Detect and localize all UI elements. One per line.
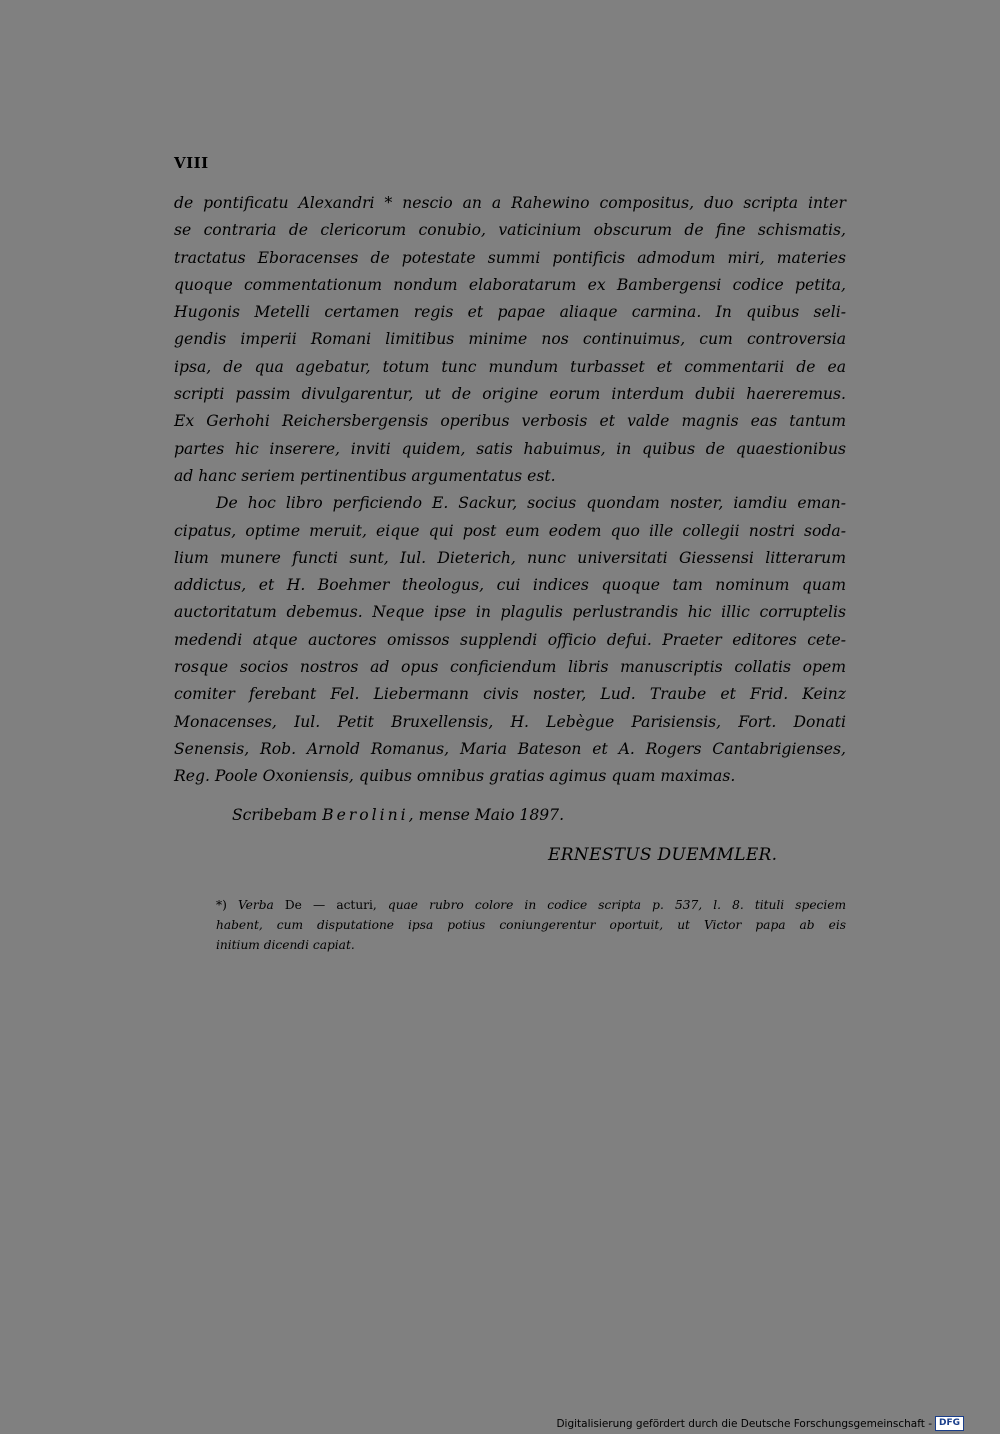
text-line: ipsa, de qua agebatur, totum tunc mundum turbasset et commentarii de ea	[174, 357, 846, 376]
text-line: se contraria de clericorum conubio, vaticinium obscurum de fine schismatis,	[174, 221, 846, 240]
footnote-text: De	[284, 898, 302, 912]
text-line: medendi atque auctores omissos supplendi officio defui. Praeter editores cete-	[174, 630, 846, 649]
text-line: ad hanc seriem pertinentibus argumentatus est.	[174, 466, 556, 485]
paragraph-1	[174, 190, 846, 490]
text-line: cipatus, optime meruit, eique qui post eum eodem quo ille collegii nostri soda-	[174, 521, 846, 540]
text-line: lium munere functi sunt, Iul. Dieterich, nunc universitati Giessensi litterarum	[174, 548, 846, 567]
signature: ERNESTUS DUEMMLER.	[548, 845, 778, 865]
footnote-text: acturi,	[336, 898, 377, 912]
footnote-line-3: initium dicendi capiat.	[216, 938, 355, 952]
page-number: VIII	[174, 154, 209, 172]
footnote-text: Verba	[237, 898, 274, 912]
footnote-line-2: habent, cum disputatione ipsa potius coniungerentur oportuit, ut Victor papa ab eis	[216, 918, 846, 932]
dateline	[232, 802, 564, 829]
credit-text: Digitalisierung gefördert durch die Deutsche Forschungsgemeinschaft -	[556, 1417, 932, 1430]
text-line: partes hic inserere, inviti quidem, satis habuimus, in quibus de quaestionibus	[174, 439, 846, 458]
footnote-marker: *)	[216, 898, 227, 912]
text-line: tractatus Eboracenses de potestate summi pontificis admodum miri, materies	[174, 248, 846, 267]
paragraph-2	[174, 490, 846, 790]
dateline-prefix: Scribebam	[232, 806, 318, 824]
text-line: gendis imperii Romani limitibus minime nos continuimus, cum controversia	[174, 330, 846, 349]
text-line: Ex Gerhohi Reichersbergensis operibus verbosis et valde magnis eas tantum	[174, 412, 846, 431]
footnote-text: —	[313, 898, 326, 912]
main-text	[174, 190, 846, 791]
text-line: De hoc libro perficiendo E. Sackur, socius quondam noster, iamdiu eman-	[216, 494, 846, 513]
digitization-credit	[556, 1416, 964, 1431]
text-line: Senensis, Rob. Arnold Romanus, Maria Bateson et A. Rogers Cantabrigienses,	[174, 739, 846, 758]
text-line: auctoritatum debemus. Neque ipse in plagulis perlustrandis hic illic corruptelis	[174, 603, 846, 622]
footnote	[216, 895, 846, 955]
footnote-text: quae rubro colore in codice scripta p. 537, l. 8. tituli speciem	[387, 898, 847, 912]
dateline-suffix: , mense Maio 1897.	[408, 806, 565, 824]
text-line: comiter ferebant Fel. Liebermann civis noster, Lud. Traube et Frid. Keinz	[174, 685, 846, 704]
text-line: scripti passim divulgarentur, ut de origine eorum interdum dubii haereremus.	[174, 385, 846, 404]
text-line: addictus, et H. Boehmer theologus, cui indices quoque tam nominum quam	[174, 576, 846, 595]
text-line: Monacenses, Iul. Petit Bruxellensis, H. Lebègue Parisiensis, Fort. Donati	[174, 712, 846, 731]
text-line: de pontificatu Alexandri * nescio an a Rahewino compositus, duo scripta inter	[174, 194, 846, 212]
text-line: rosque socios nostros ad opus conficiendum libris manuscriptis collatis opem	[174, 658, 846, 677]
text-line: Hugonis Metelli certamen regis et papae aliaque carmina. In quibus seli-	[174, 303, 846, 322]
text-line: quoque commentationum nondum elaboratarum ex Bambergensi codice petita,	[174, 275, 846, 294]
dateline-place: Berolini	[322, 806, 409, 824]
footnote-line-1	[216, 895, 846, 915]
dfg-logo-icon: DFG	[935, 1416, 964, 1431]
text-line: Reg. Poole Oxoniensis, quibus omnibus gratias agimus quam maximas.	[174, 767, 736, 786]
